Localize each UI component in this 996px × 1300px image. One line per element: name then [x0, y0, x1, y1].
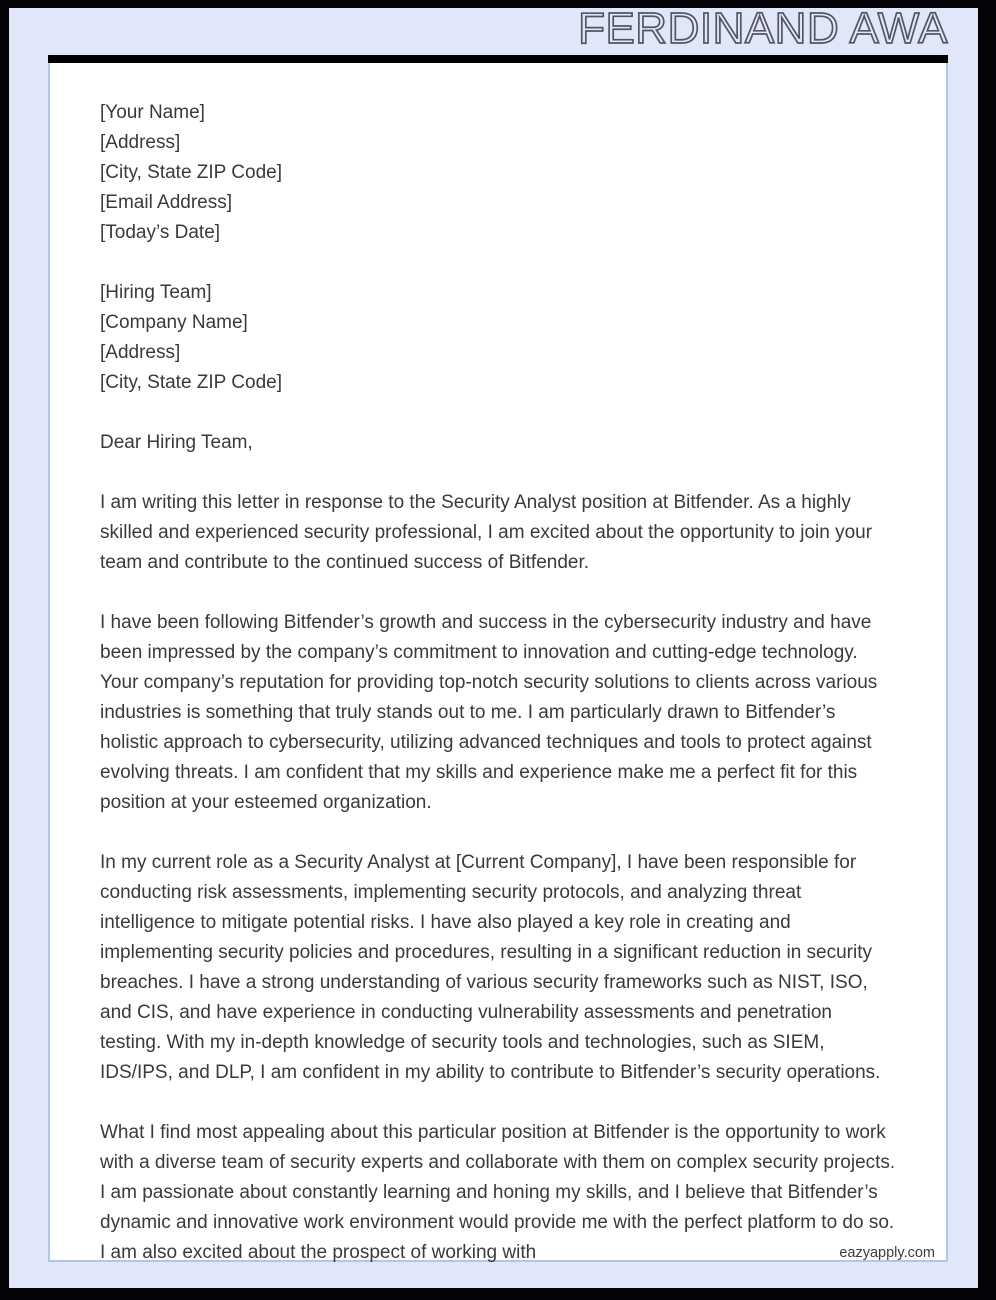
header-name: FERDINAND AWA — [578, 4, 948, 53]
recipient-line: [Hiring Team] — [100, 282, 212, 303]
sender-line: [Email Address] — [100, 192, 232, 213]
recipient-block — [100, 278, 898, 398]
recipient-line: [Address] — [100, 342, 181, 363]
letter-paragraph: What I find most appealing about this particular position at Bitfender is the opportunity to work with a diverse team of security experts and collaborate with them on complex security projects. I am passionate about constantly learning and honing my skills, and I believe that Bitfender’s dynamic and innovative work environment would provide me with the perfect platform to do so. I am also excited about the prospect of working with — [100, 1122, 896, 1263]
sender-line: [Today’s Date] — [100, 222, 221, 243]
sender-line: [Address] — [100, 132, 181, 153]
salutation: Dear Hiring Team, — [100, 432, 253, 453]
header-divider-bar — [48, 55, 948, 63]
sender-line: [Your Name] — [100, 102, 205, 123]
letter-paragraph: I have been following Bitfender’s growth and success in the cybersecurity industry and have been impressed by the company’s commitment to innovation and cutting-edge technology. Your company’s reputation for providing top-notch security solutions to clients across various industries is something that truly stands out to me. I am particularly drawn to Bitfender’s holistic approach to cybersecurity, utilizing advanced techniques and tools to protect against evolving threats. I am confident that my skills and experience make me a perfect fit for this position at your esteemed organization. — [100, 612, 878, 813]
watermark-text: eazyapply.com — [839, 1245, 935, 1261]
recipient-line: [City, State ZIP Code] — [100, 372, 282, 393]
letter-body — [100, 98, 898, 1268]
letter-paragraph: I am writing this letter in response to the Security Analyst position at Bitfender. As a highly skilled and experienced security professional, I am excited about the opportunity to join your team and contribute to the continued success of Bitfender. — [100, 492, 873, 573]
sender-line: [City, State ZIP Code] — [100, 162, 282, 183]
letter-paragraph: In my current role as a Security Analyst at [Current Company], I have been responsible for conducting risk assessments, implementing security protocols, and analyzing threat intelligence to mitigate potential risks. I have also played a key role in creating and implementing security policies and procedures, resulting in a significant reduction in security breaches. I have a strong understanding of various security frameworks such as NIST, ISO, and CIS, and have experience in conducting vulnerability assessments and penetration testing. With my in-depth knowledge of security tools and technologies, such as SIEM, IDS/IPS, and DLP, I am confident in my ability to contribute to Bitfender’s security operations. — [100, 852, 881, 1083]
sender-block — [100, 98, 898, 248]
recipient-line: [Company Name] — [100, 312, 248, 333]
